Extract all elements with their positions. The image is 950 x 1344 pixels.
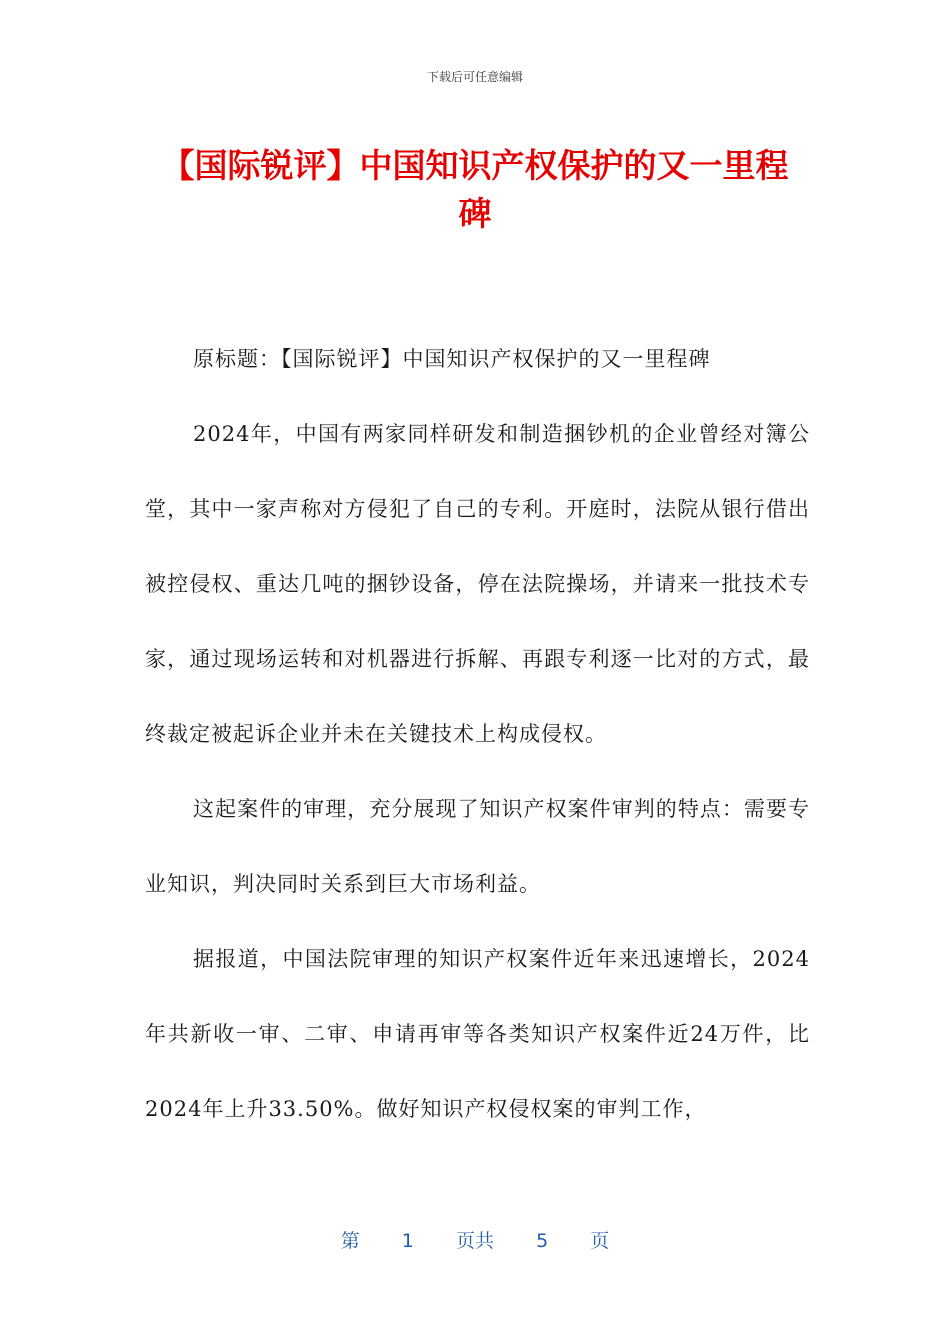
document-title: 【国际锐评】中国知识产权保护的又一里程碑 [161, 146, 789, 233]
page-footer [0, 1226, 950, 1253]
page-mid: 页共 [455, 1230, 494, 1252]
paragraph-original-title: 原标题：【国际锐评】中国知识产权保护的又一里程碑 [193, 347, 711, 371]
paragraph-case-features: 这起案件的审理，充分展现了知识产权案件审判的特点：需要专业知识，判决同时关系到巨大市场利益。 [145, 797, 810, 896]
paragraph-case-story: 2024年，中国有两家同样研发和制造捆钞机的企业曾经对簿公堂，其中一家声称对方侵犯了自己的专利。开庭时，法院从银行借出被控侵权、重达几吨的捆钞设备，停在法院操场，并请来一批技术专家，通过现场运转和对机器进行拆解、再跟专利逐一比对的方式，最终裁定被起诉企业并未在关键技术上构成侵权。 [145, 422, 810, 746]
header-note: 下载后可任意编辑 [426, 70, 523, 84]
page-total: 5 [536, 1230, 549, 1252]
page-current: 1 [401, 1230, 414, 1252]
paragraph-statistics: 据报道，中国法院审理的知识产权案件近年来迅速增长，2024年共新收一审、二审、申请再审等各类知识产权案件近24万件，比2024年上升33.50%。做好知识产权侵权案的审判工作， [145, 947, 810, 1121]
document-body [145, 322, 810, 1147]
page-suffix: 页 [590, 1230, 610, 1252]
page-prefix: 第 [340, 1230, 360, 1252]
